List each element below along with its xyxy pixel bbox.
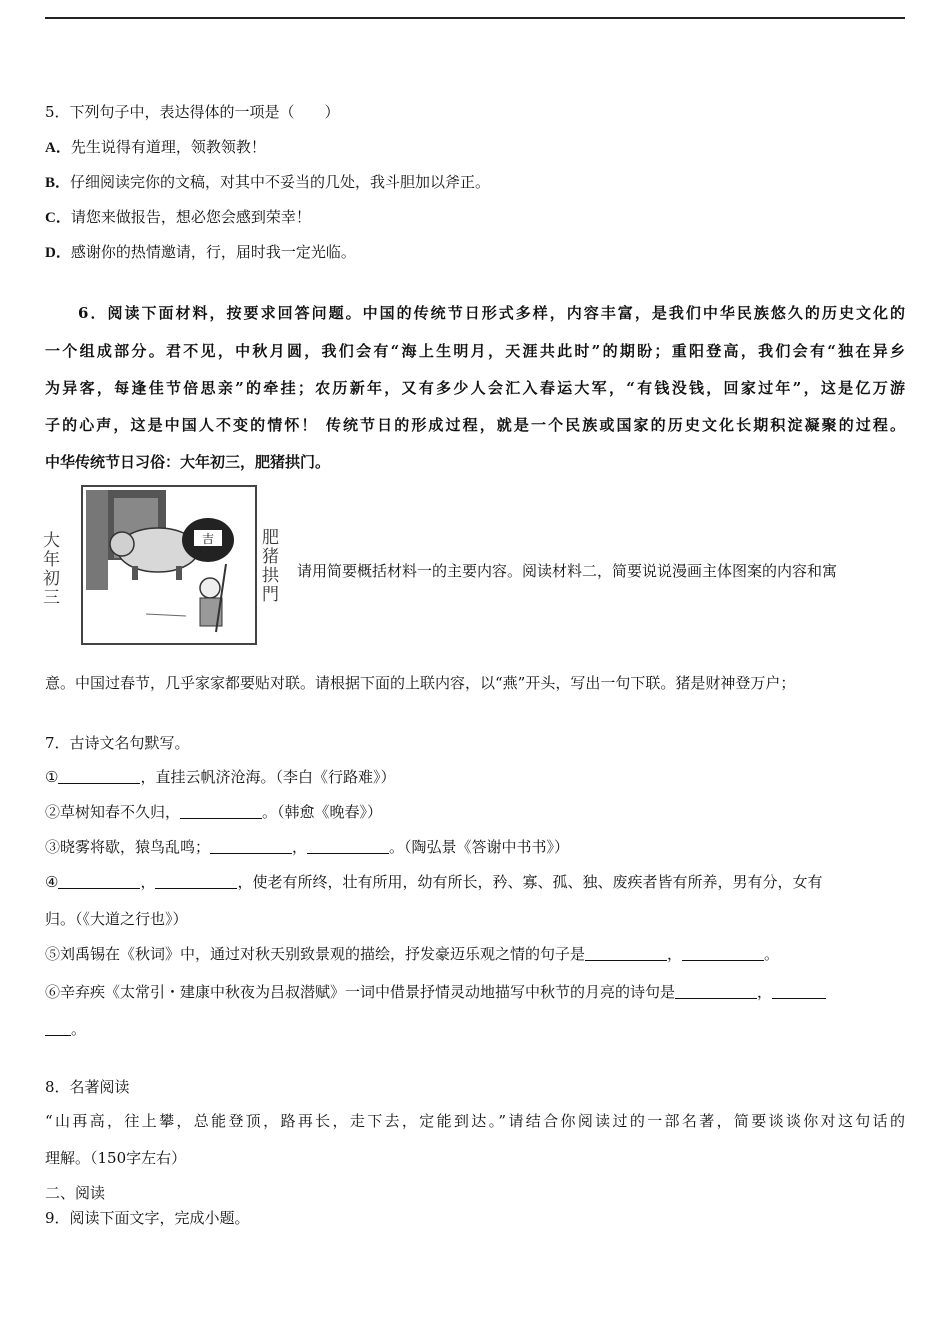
answer-blank[interactable] bbox=[675, 997, 757, 999]
jar-character: 吉 bbox=[201, 532, 215, 546]
caption-right-1: 肥猪拱門 bbox=[258, 528, 278, 604]
q6-after-image: 请用简要概括材料一的主要内容。阅读材料二，简要说说漫画主体图案的内容和寓 bbox=[297, 562, 838, 580]
answer-blank[interactable] bbox=[58, 782, 140, 784]
q7-item-3: ③晓雾将歇，猿鸟乱鸣； ， 。（陶弘景《答谢中书书》） bbox=[45, 838, 570, 856]
q8-line-2: 理解。（150字左右） bbox=[45, 1149, 187, 1167]
q7-item-6: ⑥辛弃疾《太常引・建康中秋夜为吕叔潜赋》一词中借景抒情灵动地描写中秋节的月亮的诗句是 ， bbox=[45, 982, 826, 1002]
answer-blank[interactable] bbox=[307, 852, 389, 854]
answer-blank[interactable] bbox=[155, 887, 237, 889]
q7-item-4-cont: 归。（《大道之行也》） bbox=[45, 910, 188, 928]
q8-stem: 8．名著阅读 bbox=[45, 1078, 130, 1096]
answer-blank[interactable] bbox=[682, 959, 764, 961]
q7-item-6-cont: 。 bbox=[45, 1019, 86, 1039]
top-rule bbox=[45, 17, 905, 19]
q7-stem: 7．古诗文名句默写。 bbox=[45, 734, 190, 752]
q7-item-4: ④ ， ，使老有所终，壮有所用，幼有所长，矜、寡、孤、独、废疾者皆有所养，男有分，女有 bbox=[45, 873, 823, 891]
q6-line-4: 子的心声，这是中国人不变的情怀！ 传统节日的形成过程，就是一个民族或国家的历史文化长期积淀凝聚的过程。 bbox=[45, 416, 905, 434]
answer-blank[interactable] bbox=[210, 852, 292, 854]
q6-line-3: 为异客，每逢佳节倍思亲”的牵挂；农历新年，又有多少人会汇入春运大军，“有钱没钱，回家过年”，这是亿万游 bbox=[45, 379, 905, 397]
q5-option-b: B．仔细阅读完你的文稿，对其中不妥当的几处，我斗胆加以斧正。 bbox=[45, 173, 491, 191]
q5-option-d: D．感谢你的热情邀请，行，届时我一定光临。 bbox=[45, 243, 356, 261]
q7-item-1: ① ，直挂云帆济沧海。（李白《行路难》） bbox=[45, 768, 396, 786]
q9-stem: 9．阅读下面文字，完成小题。 bbox=[45, 1209, 250, 1227]
q7-item-2: ②草树知春不久归， 。（韩愈《晚春》） bbox=[45, 803, 383, 821]
answer-blank[interactable] bbox=[772, 997, 826, 999]
q6-line-2: 一个组成部分。君不见，中秋月圆，我们会有“海上生明月，天涯共此时”的期盼；重阳登高，我们会有“独在异乡 bbox=[45, 342, 905, 360]
q5-stem: 5．下列句子中，表达得体的一项是（ ） bbox=[45, 103, 340, 121]
answer-blank[interactable] bbox=[585, 959, 667, 961]
q8-line-1: “山再高，往上攀，总能登顶，路再长，走下去，定能到达。”请结合你阅读过的一部名著，简要谈谈你对这句话的 bbox=[45, 1112, 905, 1130]
q7-item-5: ⑤刘禹锡在《秋词》中，通过对秋天别致景观的描绘，抒发豪迈乐观之情的句子是 ， 。 bbox=[45, 945, 780, 963]
answer-blank[interactable] bbox=[45, 1034, 71, 1036]
q5-option-a: A．先生说得有道理，领教领教！ bbox=[45, 138, 266, 156]
answer-blank[interactable] bbox=[58, 887, 140, 889]
q5-option-c: C．请您来做报告，想必您会感到荣幸！ bbox=[45, 208, 311, 226]
answer-blank[interactable] bbox=[180, 817, 262, 819]
pig-cartoon-image bbox=[39, 484, 292, 646]
q6-line-5: 中华传统节日习俗：大年初三，肥猪拱门。 bbox=[45, 453, 331, 471]
q6-couplet-line: 意。中国过春节，几乎家家都要贴对联。请根据下面的上联内容，以“燕”开头，写出一句下联。猪是财神登万户； bbox=[45, 674, 796, 692]
q6-line-1: 6．阅读下面材料，按要求回答问题。中国的传统节日形式多样，内容丰富，是我们中华民族悠久的历史文化的 bbox=[78, 304, 905, 322]
caption-left-1: 大年初三 bbox=[39, 531, 59, 607]
section-heading: 二、阅读 bbox=[45, 1184, 106, 1202]
